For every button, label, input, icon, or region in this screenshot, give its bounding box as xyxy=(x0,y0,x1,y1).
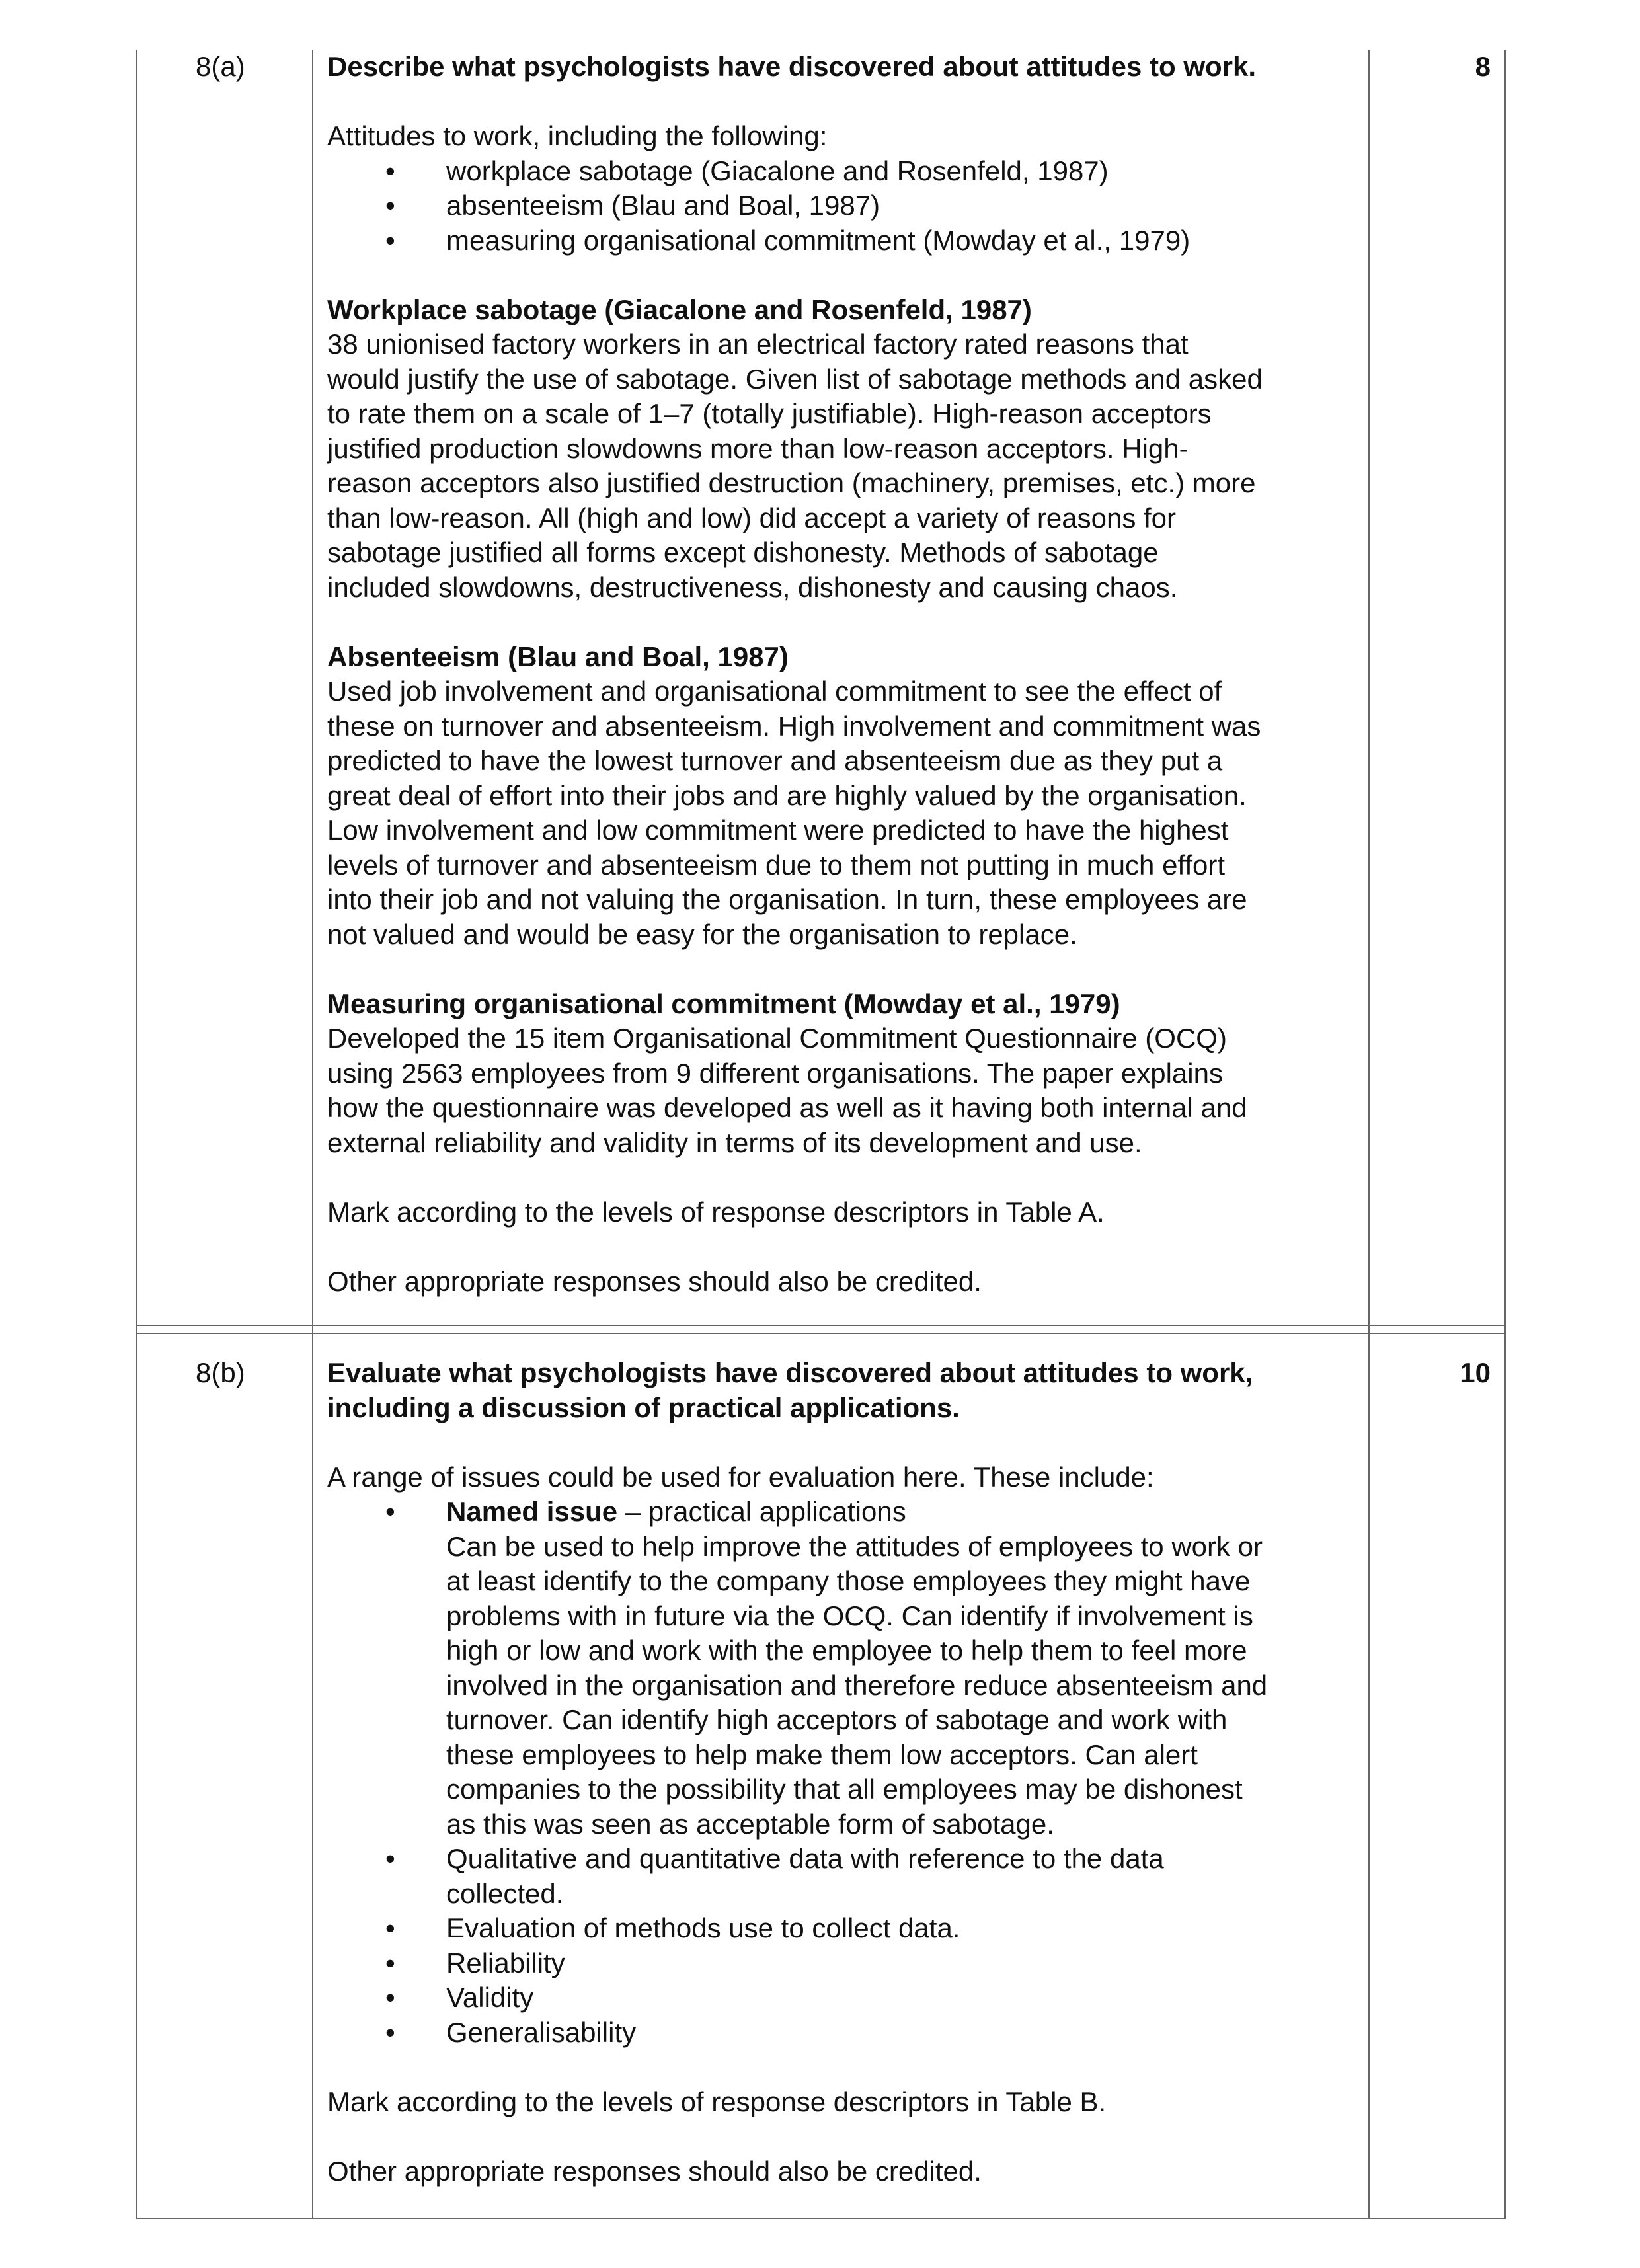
text-line: than low-reason. All (high and low) did accept a variety of reasons for xyxy=(327,502,1177,533)
named-issue-rest: – practical applications xyxy=(617,1496,906,1527)
table-divider-question xyxy=(312,50,313,2219)
text-line: Can be used to help improve the attitudes of employees to work or xyxy=(446,1530,1263,1562)
question-number-8b: 8(b) xyxy=(196,1357,245,1388)
table-border-right xyxy=(1504,50,1506,2219)
text-line: problems with in future via the OCQ. Can identify if involvement is xyxy=(446,1600,1253,1631)
marks-8a: 8 xyxy=(1475,51,1491,82)
topic-item: • absenteeism (Blau and Boal, 1987) xyxy=(327,188,1358,223)
text-line: Developed the 15 item Organisational Commitment Questionnaire (OCQ) xyxy=(327,1023,1227,1054)
text-line: included slowdowns, destructiveness, dishonesty and causing chaos. xyxy=(327,571,1178,603)
text-line: involved in the organisation and therefore reduce absenteeism and xyxy=(446,1669,1268,1701)
topic-item: • measuring organisational commitment (Mowday et al., 1979) xyxy=(327,223,1358,258)
question-text-8b-line2: including a discussion of practical applications. xyxy=(327,1391,960,1423)
section-heading-sabotage: Workplace sabotage (Giacalone and Rosenfeld, 1987) xyxy=(327,293,1032,325)
evaluation-item: • Validity xyxy=(327,1980,1358,2015)
section-body-sabotage xyxy=(327,327,1358,605)
text-line: these on turnover and absenteeism. High involvement and commitment was xyxy=(327,710,1261,742)
answer-content-8a xyxy=(327,50,1358,1299)
text-line: using 2563 employees from 9 different organisations. The paper explains xyxy=(327,1057,1223,1089)
row-separator-top xyxy=(136,1325,1506,1326)
table-border-bottom xyxy=(136,2218,1506,2219)
text-line: great deal of effort into their jobs and are highly valued by the organisation. xyxy=(327,779,1247,811)
section-body-commitment xyxy=(327,1021,1358,1160)
question-text-8b-line1: Evaluate what psychologists have discovered about attitudes to work, xyxy=(327,1357,1253,1388)
text-line: companies to the possibility that all employees may be dishonest xyxy=(446,1774,1243,1805)
text-line: to rate them on a scale of 1–7 (totally justifiable). High-reason acceptors xyxy=(327,398,1212,429)
text-line: sabotage justified all forms except dishonesty. Methods of sabotage xyxy=(327,537,1159,568)
text-line: • Qualitative and quantitative data with reference to the data xyxy=(446,1843,1164,1874)
table-divider-marks xyxy=(1368,50,1370,2219)
intro-8a: Attitudes to work, including the following: xyxy=(327,120,828,151)
text-line: 38 unionised factory workers in an electrical factory rated reasons that xyxy=(327,329,1189,360)
answer-content-8b xyxy=(327,1356,1358,2189)
text-line: high or low and work with the employee to help them to feel more xyxy=(446,1635,1247,1666)
text-line: Low involvement and low commitment were predicted to have the highest xyxy=(327,814,1229,845)
text-line: justified production slowdowns more than low-reason acceptors. High- xyxy=(327,432,1189,464)
section-body-absenteeism xyxy=(327,674,1358,952)
text-line: how the questionnaire was developed as well as it having both internal and xyxy=(327,1092,1247,1123)
other-note-8b: Other appropriate responses should also be credited. xyxy=(327,2155,982,2187)
named-issue-label: Named issue xyxy=(446,1496,618,1527)
intro-8b: A range of issues could be used for evaluation here. These include: xyxy=(327,1461,1154,1493)
topic-list-8a xyxy=(327,154,1358,258)
text-line: collected. xyxy=(446,1877,564,1909)
evaluation-item-qualitative xyxy=(327,1842,1358,1911)
text-line: not valued and would be easy for the organisation to replace. xyxy=(327,918,1077,950)
evaluation-item: • Evaluation of methods use to collect data. xyxy=(327,1911,1358,1946)
marks-8b: 10 xyxy=(1460,1357,1491,1388)
evaluation-item: • Generalisability xyxy=(327,2015,1358,2051)
text-line: external reliability and validity in terms of its development and use. xyxy=(327,1126,1142,1158)
text-line: these employees to help make them low acceptors. Can alert xyxy=(446,1739,1198,1770)
text-line: into their job and not valuing the organisation. In turn, these employees are xyxy=(327,884,1247,915)
question-number-8a: 8(a) xyxy=(196,51,245,82)
text-line: Used job involvement and organisational commitment to see the effect of xyxy=(327,676,1222,707)
topic-item: • workplace sabotage (Giacalone and Rosenfeld, 1987) xyxy=(327,154,1358,189)
text-line: turnover. Can identify high acceptors of sabotage and work with xyxy=(446,1704,1228,1735)
section-heading-commitment: Measuring organisational commitment (Mowday et al., 1979) xyxy=(327,988,1120,1019)
evaluation-list-8b xyxy=(327,1495,1358,2050)
text-line: reason acceptors also justified destruction (machinery, premises, etc.) more xyxy=(327,467,1256,498)
mark-note-8b: Mark according to the levels of response descriptors in Table B. xyxy=(327,2086,1107,2117)
text-line: at least identify to the company those employees they might have xyxy=(446,1565,1251,1596)
mark-note-8a: Mark according to the levels of response descriptors in Table A. xyxy=(327,1196,1105,1228)
text-line: would justify the use of sabotage. Given list of sabotage methods and asked xyxy=(327,363,1263,395)
row-separator-bottom xyxy=(136,1333,1506,1334)
section-heading-absenteeism: Absenteeism (Blau and Boal, 1987) xyxy=(327,641,789,672)
evaluation-item: • Reliability xyxy=(327,1946,1358,1981)
evaluation-item-named-issue xyxy=(327,1495,1358,1842)
text-line: as this was seen as acceptable form of sabotage. xyxy=(446,1808,1054,1840)
question-text-8a: Describe what psychologists have discovered about attitudes to work. xyxy=(327,51,1257,82)
text-line: levels of turnover and absenteeism due to them not putting in much effort xyxy=(327,849,1226,880)
table-border-left xyxy=(136,50,137,2219)
text-line: predicted to have the lowest turnover and absenteeism due as they put a xyxy=(327,745,1223,776)
other-note-8a: Other appropriate responses should also be credited. xyxy=(327,1265,982,1297)
